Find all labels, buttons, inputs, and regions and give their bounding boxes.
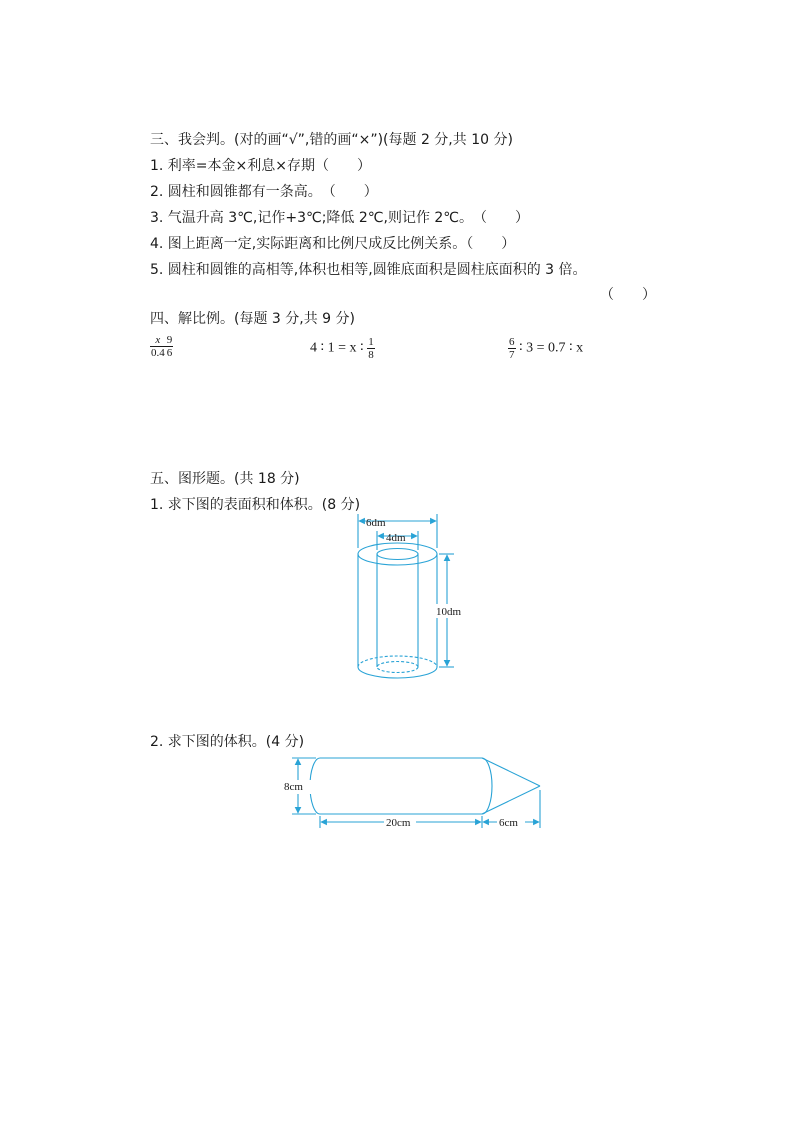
section3-item-5-answer-paren: （ ） xyxy=(600,287,656,303)
section3-heading: 三、我会判。(对的画“√”,错的画“×”)(每题 2 分,共 10 分) xyxy=(150,132,513,148)
fraction-x-over-0.4: $\frac{x}{0.4}$ xyxy=(151,334,165,359)
figure2-height-label: 8cm xyxy=(284,781,303,793)
section5-question-2: 2. 求下图的体积。(4 分) xyxy=(150,734,305,750)
equation-3-text: ∶ 3 = 0.7 ∶ x xyxy=(519,340,584,356)
cylinder-cone-figure xyxy=(280,752,550,838)
section3-item-1: 1. 利率=本金×利息×存期（ ） xyxy=(150,158,371,174)
equation-3 xyxy=(508,336,583,361)
fraction-9-over-6: $\frac{9}{6}$ xyxy=(166,334,173,359)
fraction-1-over-8: $\frac{1}{8}$ xyxy=(368,336,374,361)
section3-item-5: 5. 圆柱和圆锥的高相等,体积也相等,圆锥底面积是圆柱底面积的 3 倍。 xyxy=(150,262,587,278)
section3-item-4: 4. 图上距离一定,实际距离和比例尺成反比例关系。（ ） xyxy=(150,236,516,252)
fraction-6-over-7: $\frac{6}{7}$ xyxy=(509,336,515,361)
cylinder-length-label: 20cm xyxy=(386,817,411,829)
section4-heading: 四、解比例。(每题 3 分,共 9 分) xyxy=(150,311,355,327)
section3-item-3: 3. 气温升高 3℃,记作+3℃;降低 2℃,则记作 2℃。 （ ） xyxy=(150,210,530,226)
cone-length-label: 6cm xyxy=(499,817,518,829)
equation-2 xyxy=(310,336,375,361)
outer-diameter-label: 6dm xyxy=(366,517,386,529)
section5-heading: 五、图形题。(共 18 分) xyxy=(150,471,300,487)
equation-2-text: 4 ∶ 1 = x ∶ xyxy=(310,340,364,356)
section3-item-2: 2. 圆柱和圆锥都有一条高。 （ ） xyxy=(150,184,378,200)
equation-1 xyxy=(150,334,173,359)
hollow-cylinder-figure xyxy=(340,510,480,685)
inner-diameter-label: 4dm xyxy=(386,532,406,544)
section5-question-1: 1. 求下图的表面积和体积。(8 分) xyxy=(150,497,361,513)
height-label: 10dm xyxy=(436,606,462,618)
